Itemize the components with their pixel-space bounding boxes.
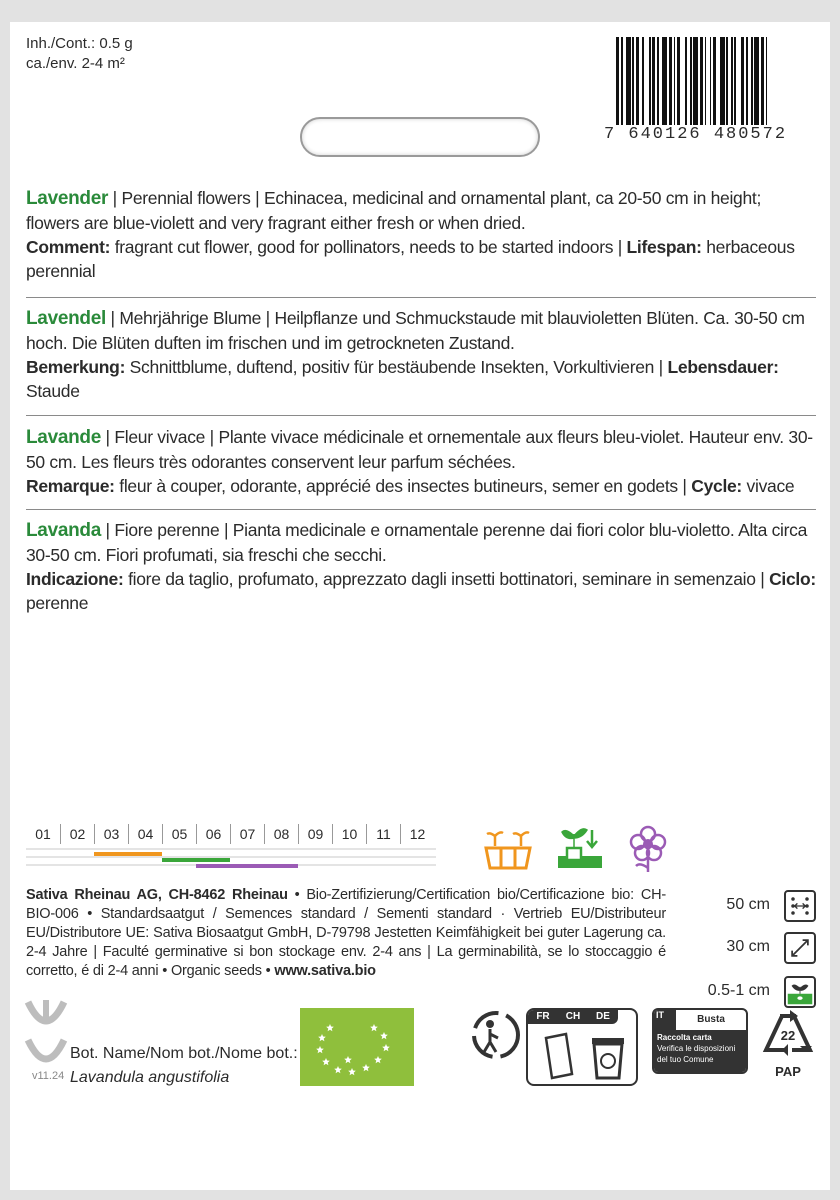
comment-label: Bemerkung: — [26, 357, 126, 377]
version-code: v11.24 — [32, 1070, 65, 1082]
hang-hole — [300, 117, 540, 157]
divider — [26, 509, 816, 510]
website-link[interactable]: www.sativa.bio — [274, 963, 376, 979]
month-label: 01 — [35, 826, 51, 842]
barcode — [604, 37, 814, 143]
plant-name: Lavande — [26, 427, 101, 448]
lifespan-text: Staude — [26, 381, 80, 401]
flag-ch: CH — [565, 1011, 581, 1022]
plant-description: | Fiore perenne | Pianta medicinale e ornamentale perenne dai fiori color blu-violetto. Alta circa 30-50 cm. Fiori profumati, sia freschi che secchi. — [26, 520, 808, 565]
plant-spacing — [716, 932, 816, 964]
paper-bin-icon — [540, 1030, 630, 1080]
plant-name: Lavender — [26, 188, 109, 209]
plant-name: Lavanda — [26, 520, 101, 541]
contents-info — [26, 34, 133, 74]
flower-icon — [622, 822, 674, 874]
row-spacing-value: 50 cm — [726, 896, 770, 913]
sowing-calendar — [26, 824, 436, 868]
section-german — [26, 306, 816, 403]
seed-tray-icon — [482, 822, 534, 874]
botanical-latin: Lavandula angustifolia — [70, 1069, 230, 1086]
botanical-label: Bot. Name/Nom bot./Nome bot.: — [70, 1045, 298, 1062]
calendar-months — [26, 824, 436, 844]
comment-label: Indicazione: — [26, 569, 124, 589]
italy-disposal-label — [652, 1008, 748, 1074]
company-address — [26, 886, 666, 981]
it-title: Busta — [697, 1014, 725, 1025]
company-name: Sativa Rheinau AG, CH-8462 Rheinau — [26, 887, 288, 903]
triman-recycle-icon — [470, 1008, 522, 1062]
section-english — [26, 186, 816, 283]
country-flags — [528, 1010, 618, 1024]
it-line: Raccolta carta — [657, 1033, 712, 1042]
comment-text: fragrant cut flower, good for pollinators, needs to be started indoors | — [110, 237, 627, 257]
month-label: 04 — [128, 824, 162, 844]
hook-marks-icon — [24, 1000, 68, 1070]
divider — [26, 415, 816, 416]
comment-text: fleur à couper, odorante, apprécié des insectes butineurs, semer en godets | — [114, 476, 692, 496]
lifespan-text: herbaceous perennial — [26, 237, 795, 281]
plant-spacing-icon — [784, 932, 816, 964]
month-label: 09 — [298, 824, 332, 844]
lifespan-label: Lifespan: — [626, 237, 702, 257]
month-label: 08 — [264, 824, 298, 844]
section-french — [26, 425, 816, 498]
lifespan-label: Ciclo: — [769, 569, 816, 589]
plant-spacing-value: 30 cm — [726, 938, 770, 955]
transplant-icon — [554, 822, 606, 874]
contents-weight: Inh./Cont.: 0.5 g — [26, 35, 133, 52]
month-label: 03 — [94, 824, 128, 844]
pap-label: PAP — [775, 1064, 801, 1079]
month-label: 12 — [400, 824, 434, 844]
row-spacing — [716, 890, 816, 922]
it-line: Verifica le disposizioni — [657, 1044, 736, 1053]
calendar-track — [26, 846, 436, 868]
comment-label: Comment: — [26, 237, 111, 257]
section-italian — [26, 518, 816, 615]
contents-area: ca./env. 2-4 m² — [26, 55, 125, 72]
plant-name: Lavendel — [26, 308, 106, 329]
plant-description: | Fleur vivace | Plante vivace médicinale et ornementale aux fleurs bleu-violet. Hauteur env. 30-50 cm. Les fleurs très odorantes conservent leur parfum séchées. — [26, 427, 813, 472]
month-label: 07 — [230, 824, 264, 844]
month-label: 10 — [332, 824, 366, 844]
lifespan-label: Lebensdauer: — [667, 357, 779, 377]
plant-description: | Mehrjährige Blume | Heilpflanze und Schmuckstaude mit blauvioletten Blüten. Ca. 30-50 cm hoch. Die Blüten duften im frischen und im getrockneten Zustand. — [26, 308, 805, 353]
sorting-instructions — [526, 1008, 638, 1086]
month-label: 11 — [366, 824, 400, 844]
month-label: 05 — [162, 824, 196, 844]
lifespan-label: Cycle: — [691, 476, 742, 496]
calendar-period-bar — [162, 858, 230, 862]
month-label: 02 — [60, 824, 94, 844]
botanical-name — [70, 1042, 298, 1090]
sowing-depth-value: 0.5-1 cm — [707, 982, 770, 999]
calendar-period-bar — [196, 864, 298, 868]
barcode-bars — [616, 37, 814, 125]
month-label: 06 — [196, 824, 230, 844]
comment-text: Schnittblume, duftend, positiv für bestäubende Insekten, Vorkultivieren | — [125, 357, 668, 377]
sowing-depth — [707, 976, 816, 1008]
lifespan-text: perenne — [26, 593, 89, 613]
comment-label: Remarque: — [26, 476, 115, 496]
divider — [26, 297, 816, 298]
lifespan-text: vivace — [741, 476, 795, 496]
barcode-digits: 7 640126 480572 — [604, 125, 788, 144]
it-code: IT — [654, 1010, 676, 1030]
flag-fr: FR — [536, 1011, 550, 1022]
calendar-period-bar — [94, 852, 162, 856]
row-spacing-icon — [784, 890, 816, 922]
plant-description: | Perennial flowers | Echinacea, medicinal and ornamental plant, ca 20-50 cm in height; flowers are blue-violett and very fragrant either fresh or when dried. — [26, 188, 762, 233]
eu-organic-logo-icon — [300, 1008, 414, 1086]
flag-de: DE — [596, 1011, 610, 1022]
comment-text: fiore da taglio, profumato, apprezzato dagli insetti bottinatori, seminare in semenzaio | — [123, 569, 770, 589]
it-line: del tuo Comune — [657, 1055, 714, 1064]
certification-text: • Bio-Zertifizierung/Certification bio/Certificazione bio: CH-BIO-006 • Standardsaatgut / Semences standard / Sementi standard · Vertrieb EU/Distributeur EU/Distributore UE: Sativa Biosaatgut GmbH, D-79798 Jestetten Keimfähigkeit bei guter Lagerung ca. 2-4 Jahre | Faculté germinative si bon stockage env. 2-4 ans | La germinabilità, se lo stoccaggio é corretto, é di 2-4 anni • Organic seeds • — [26, 887, 666, 979]
pap-recycling-mark — [760, 1008, 816, 1082]
sowing-depth-icon — [784, 976, 816, 1008]
pap-number: 22 — [780, 1028, 796, 1043]
